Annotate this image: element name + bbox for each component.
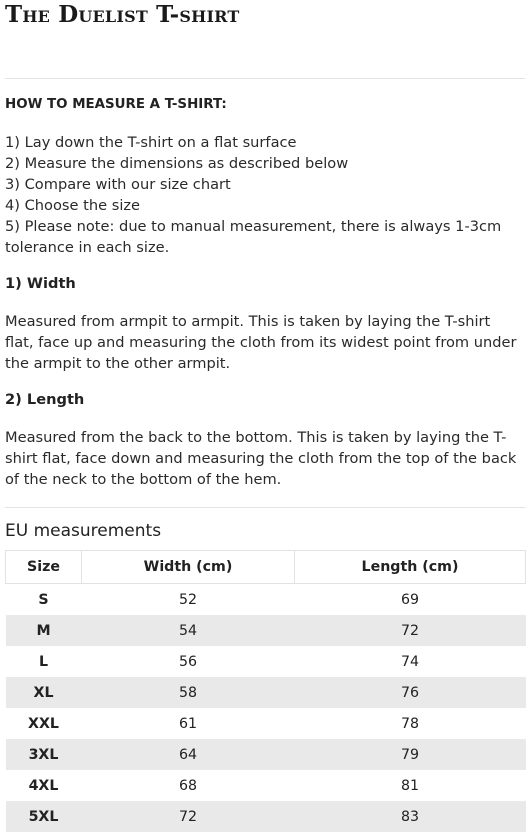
length-cell: 74 [400,653,420,670]
length-description: Measured from the back to the bottom. This is taken by laying the T-shirt flat, face down and measuring the cloth from the top of the back of the neck to the bottom of the hem. [5,429,517,488]
table-row [6,708,526,739]
size-cell: 4XL [28,777,59,794]
header-width: Width (cm) [82,551,295,584]
width-cell: 72 [178,808,198,825]
length-cell: 79 [400,746,420,763]
width-cell: 58 [178,684,198,701]
divider [5,507,525,508]
size-cell: 5XL [28,808,59,825]
size-cell: XL [33,684,54,701]
size-cell: M [36,622,51,639]
step-item: 5) Please note: due to manual measurement, there is always 1-3cm tolerance in each size. [5,218,502,256]
table-row [6,801,526,832]
product-title: The Duelist T-shirt [5,1,240,28]
table-row [6,677,526,708]
width-cell: 68 [178,777,198,794]
header-length: Length (cm) [295,551,526,584]
table-title: EU measurements [5,521,162,541]
table-row [6,584,526,616]
width-heading: 1) Width [5,275,76,292]
length-cell: 69 [400,591,420,608]
size-cell: L [38,653,49,670]
table-row [6,739,526,770]
measure-heading: HOW TO MEASURE A T-SHIRT: [5,97,227,112]
step-item: 1) Lay down the T-shirt on a flat surface [5,134,297,151]
length-cell: 78 [400,715,420,732]
step-item: 2) Measure the dimensions as described below [5,155,349,172]
length-cell: 72 [400,622,420,639]
table-header-row [6,551,526,584]
length-cell: 76 [400,684,420,701]
size-cell: S [38,591,49,608]
width-cell: 54 [178,622,198,639]
measure-steps [5,132,520,258]
length-cell: 81 [400,777,420,794]
size-table [5,550,526,832]
divider [5,78,525,79]
table-row [6,615,526,646]
header-size: Size [6,551,82,584]
width-cell: 61 [178,715,198,732]
width-description: Measured from armpit to armpit. This is taken by laying the T-shirt flat, face up and measuring the cloth from its widest point from under the armpit to the other armpit. [5,313,517,372]
table-row [6,646,526,677]
width-cell: 64 [178,746,198,763]
width-cell: 52 [178,591,198,608]
length-cell: 83 [400,808,420,825]
width-cell: 56 [178,653,198,670]
length-heading: 2) Length [5,391,85,408]
table-row [6,770,526,801]
step-item: 4) Choose the size [5,197,141,214]
size-cell: 3XL [28,746,59,763]
step-item: 3) Compare with our size chart [5,176,231,193]
size-cell: XXL [28,715,59,732]
